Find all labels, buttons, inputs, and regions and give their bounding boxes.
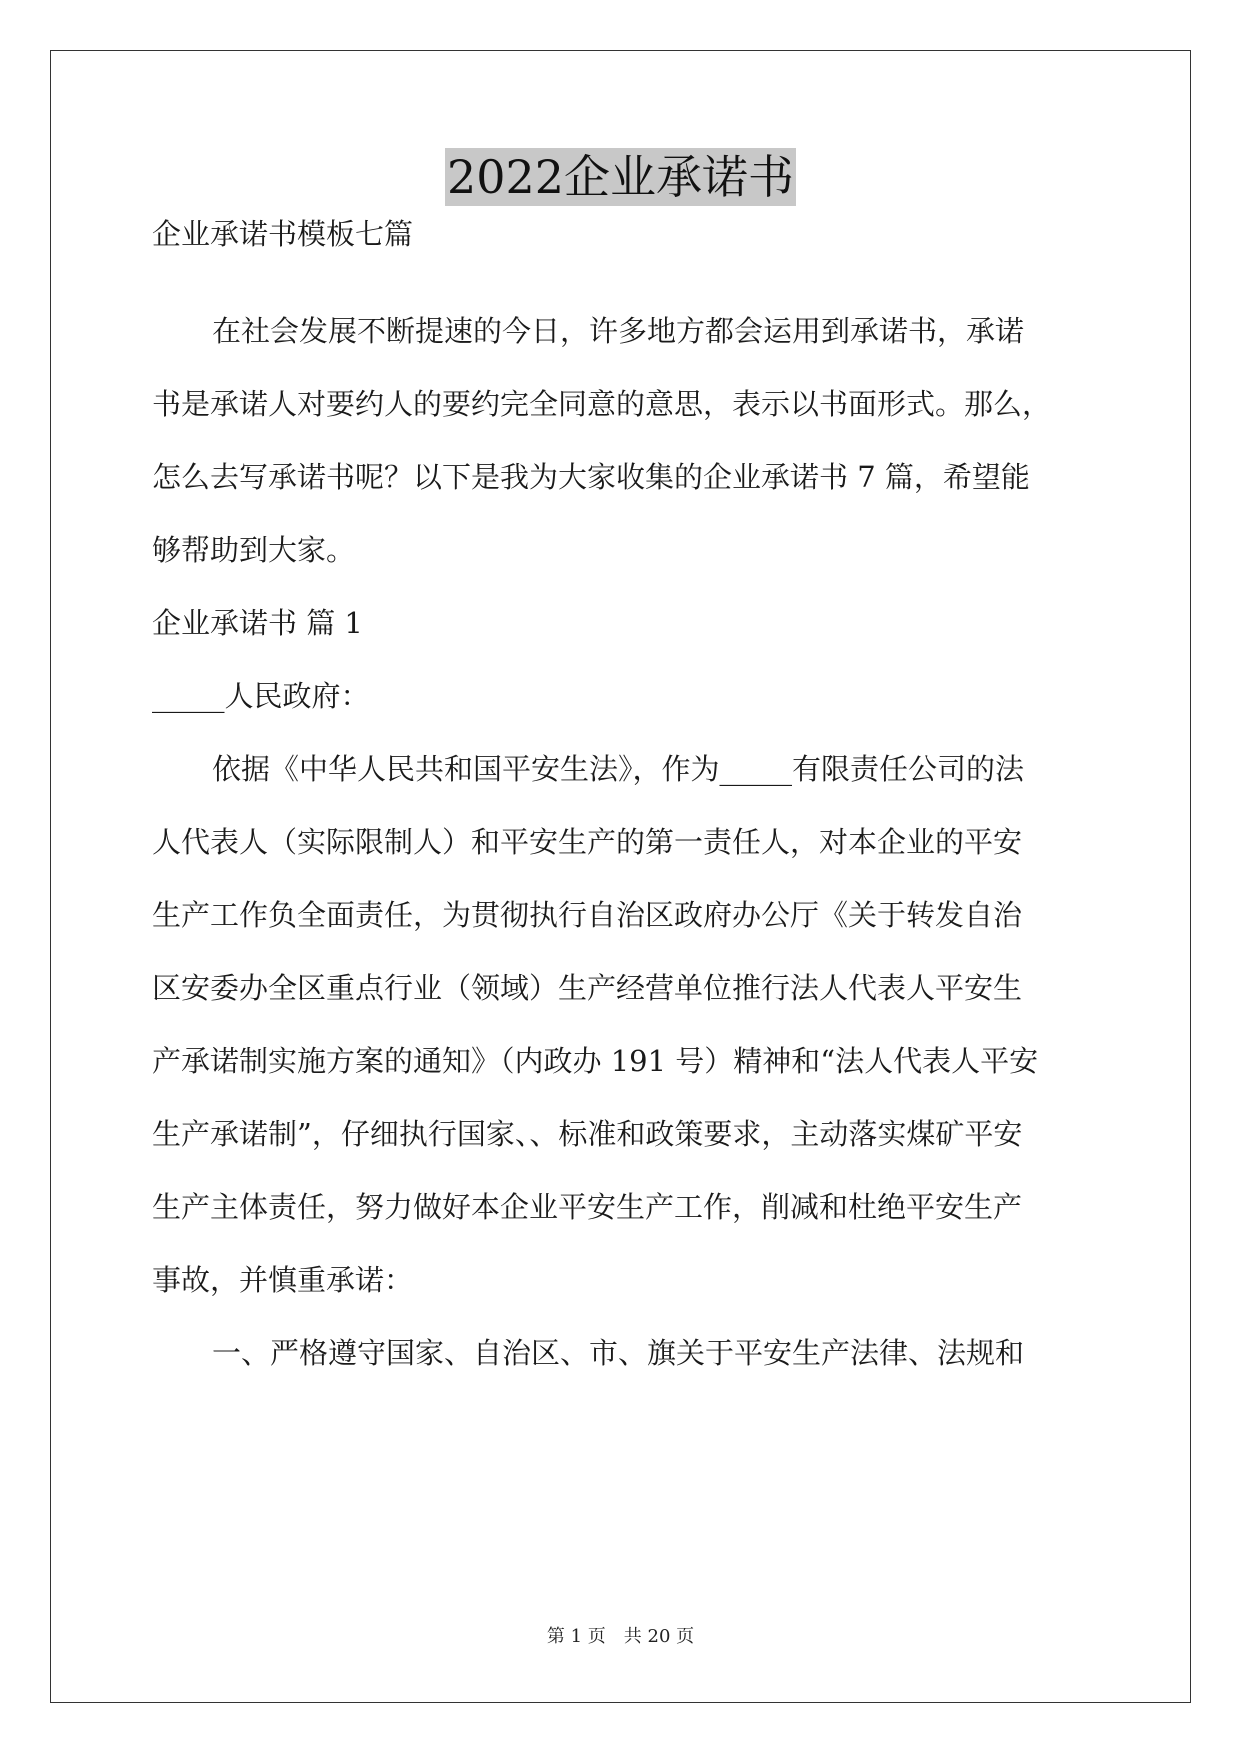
page-footer bbox=[0, 1625, 1241, 1649]
paragraph-line: 够帮助到大家。 bbox=[152, 533, 356, 567]
paragraph-line: 区安委办全区重点行业（领域）生产经营单位推行法人代表人平安生 bbox=[152, 971, 1023, 1005]
page-number: 第 1 页 bbox=[546, 1626, 606, 1647]
paragraph-line: 生产承诺制”，仔细执行国家、、标准和政策要求，主动落实煤矿平安 bbox=[152, 1117, 1023, 1151]
addressee-line: _____人民政府： bbox=[152, 679, 370, 713]
paragraph-line: 书是承诺人对要约人的要约完全同意的意思，表示以书面形式。那么， bbox=[152, 387, 1052, 421]
title-container bbox=[0, 148, 1241, 206]
paragraph-line: 事故，并慎重承诺： bbox=[152, 1263, 414, 1297]
paragraph-line: 依据《中华人民共和国平安生法》，作为_____有限责任公司的法 bbox=[212, 752, 1025, 786]
paragraph-line: 生产主体责任，努力做好本企业平安生产工作，削减和杜绝平安生产 bbox=[152, 1190, 1023, 1224]
document-title: 2022企业承诺书 bbox=[446, 150, 795, 204]
page-total: 共 20 页 bbox=[623, 1626, 695, 1647]
subtitle-line: 企业承诺书模板七篇 bbox=[152, 217, 414, 251]
paragraph-line: 在社会发展不断提速的今日，许多地方都会运用到承诺书，承诺 bbox=[212, 314, 1025, 348]
paragraph-line: 一、严格遵守国家、自治区、市、旗关于平安生产法律、法规和 bbox=[212, 1336, 1025, 1370]
paragraph-line: 生产工作负全面责任，为贯彻执行自治区政府办公厅《关于转发自治 bbox=[152, 898, 1023, 932]
paragraph-line: 怎么去写承诺书呢？以下是我为大家收集的企业承诺书 7 篇，希望能 bbox=[152, 460, 1030, 494]
paragraph-line: 人代表人（实际限制人）和平安生产的第一责任人，对本企业的平安 bbox=[152, 825, 1023, 859]
paragraph-line: 产承诺制实施方案的通知》（内政办 191 号）精神和“法人代表人平安 bbox=[152, 1044, 1039, 1078]
page-border bbox=[50, 50, 1191, 1703]
section-heading: 企业承诺书 篇 1 bbox=[152, 606, 363, 640]
